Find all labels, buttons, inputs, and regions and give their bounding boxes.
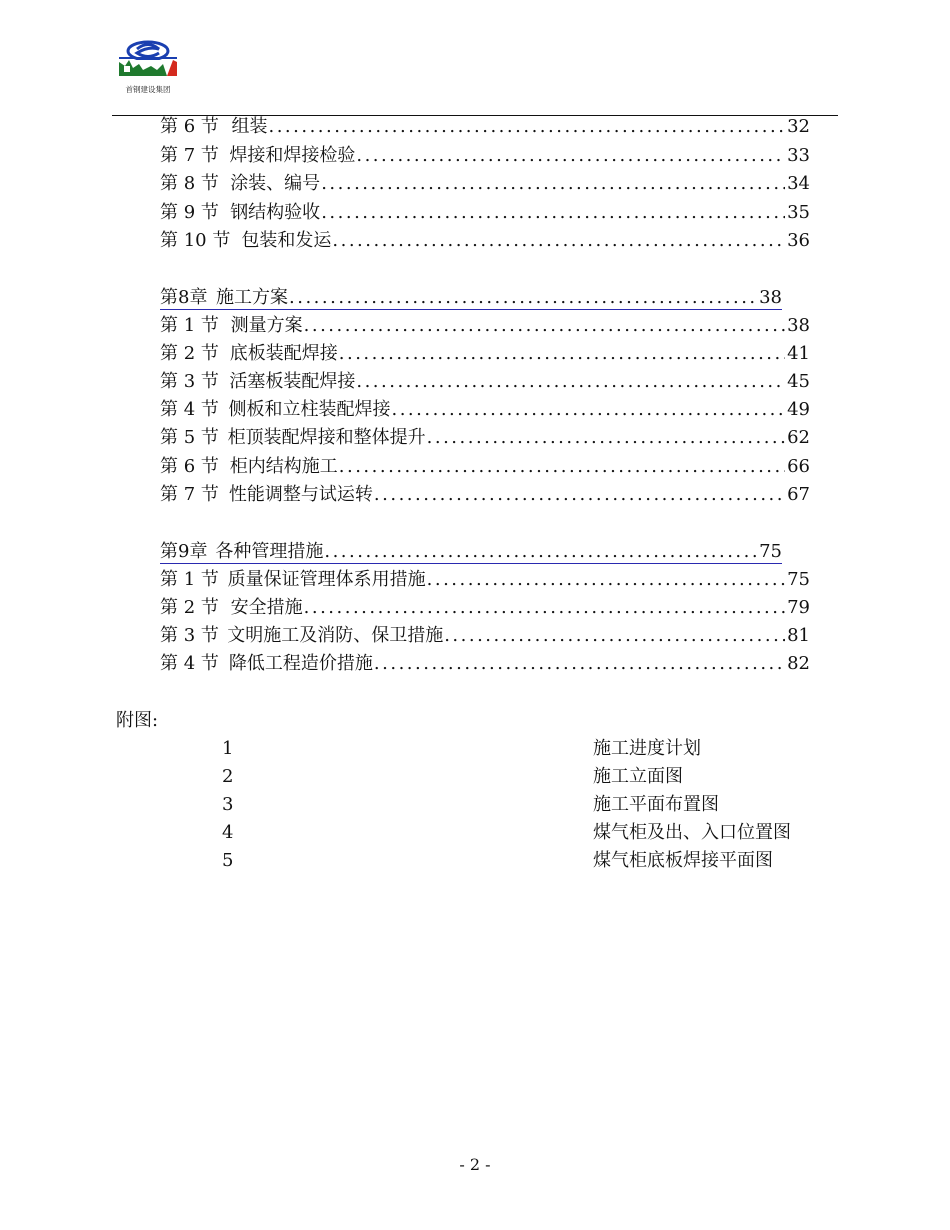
dot-leader: [356, 369, 785, 395]
toc-entry-page: 33: [787, 145, 810, 166]
toc-entry-title: 安全措施: [230, 597, 303, 618]
toc-entry[interactable]: [160, 114, 810, 140]
toc-entry-label: 第 5 节: [160, 427, 219, 448]
dot-leader: [332, 228, 785, 254]
toc-entry[interactable]: [160, 171, 810, 197]
toc-entry[interactable]: [160, 482, 810, 508]
toc-entry-page: 38: [787, 315, 810, 336]
toc-entry-title: 活塞板装配焊接: [229, 371, 356, 392]
toc-entry-page: 35: [787, 202, 810, 223]
dot-leader: [391, 397, 785, 423]
appendix-item-name: 施工立面图: [593, 766, 683, 787]
toc-chapter-title: 施工方案: [216, 287, 288, 308]
toc-entry-label: 第 10 节: [160, 230, 231, 251]
appendix-item-name: 施工平面布置图: [593, 794, 719, 815]
dot-leader: [324, 539, 757, 565]
appendix-item-number: 4: [222, 822, 234, 843]
appendix-item-name: 煤气柜及出、入口位置图: [593, 822, 791, 843]
toc-entry[interactable]: [160, 313, 810, 339]
toc-entry-label: 第 2 节: [160, 597, 219, 618]
appendix-item-number: 2: [222, 766, 234, 787]
dot-leader: [304, 595, 785, 621]
toc-entry-label: 第 3 节: [160, 625, 219, 646]
toc-entry-page: 67: [787, 484, 810, 505]
dot-leader: [339, 454, 785, 480]
toc-entry-title: 降低工程造价措施: [228, 653, 373, 674]
toc-entry[interactable]: [160, 200, 810, 226]
page-number: - 2 -: [459, 1155, 491, 1174]
toc-entry-label: 第 6 节: [160, 456, 219, 477]
toc-entry-label: 第 7 节: [160, 145, 219, 166]
toc-entry-page: 36: [787, 230, 810, 251]
toc-entry-label: 第 4 节: [160, 399, 219, 420]
appendix-item-name: 煤气柜底板焊接平面图: [593, 850, 773, 871]
toc-chapter-label: 第9章: [160, 541, 208, 562]
toc-entry[interactable]: [160, 143, 810, 169]
appendix-item-number: 3: [222, 794, 234, 815]
toc-entry-page: 32: [787, 116, 810, 137]
toc-entry[interactable]: [160, 454, 810, 480]
toc-chapter-label: 第8章: [160, 287, 208, 308]
toc-entry[interactable]: [160, 595, 810, 621]
toc-entry-title: 包装和发运: [241, 230, 332, 251]
dot-leader: [444, 623, 785, 649]
toc-entry-title: 组装: [231, 116, 268, 137]
dot-leader: [304, 313, 785, 339]
toc-entry-title: 钢结构验收: [230, 202, 321, 223]
toc-entry-title: 质量保证管理体系用措施: [227, 569, 426, 590]
toc-entry[interactable]: [160, 341, 810, 367]
toc-entry-label: 第 4 节: [160, 653, 219, 674]
toc-entry-page: 66: [787, 456, 810, 477]
toc-entry-page: 82: [787, 653, 810, 674]
toc-entry-title: 柜顶装配焊接和整体提升: [227, 427, 426, 448]
dot-leader: [268, 114, 785, 140]
dot-leader: [339, 341, 785, 367]
toc-entry-page: 62: [787, 427, 810, 448]
toc-entry[interactable]: [160, 228, 810, 254]
toc-entry[interactable]: [160, 623, 810, 649]
toc-entry-page: 41: [787, 343, 810, 364]
toc-entry-page: 75: [787, 569, 810, 590]
appendix-item-number: 1: [222, 738, 234, 759]
appendix-title: 附图:: [116, 710, 159, 731]
toc-entry-label: 第 8 节: [160, 173, 219, 194]
toc-chapter-page: 38: [759, 287, 782, 308]
toc-entry-label: 第 9 节: [160, 202, 219, 223]
toc-entry[interactable]: [160, 567, 810, 593]
dot-leader: [374, 482, 785, 508]
toc-entry-label: 第 1 节: [160, 569, 219, 590]
toc-entry-title: 柜内结构施工: [229, 456, 338, 477]
toc-entry-page: 79: [787, 597, 810, 618]
toc-entry[interactable]: [160, 651, 810, 677]
dot-leader: [289, 285, 757, 311]
company-caption: 首钢建设集团: [125, 85, 171, 94]
appendix-item-name: 施工进度计划: [593, 738, 701, 759]
toc-entry-title: 侧板和立柱装配焊接: [228, 399, 391, 420]
toc-entry-label: 第 3 节: [160, 371, 219, 392]
toc-entry-page: 81: [787, 625, 810, 646]
toc-entry-label: 第 2 节: [160, 343, 219, 364]
dot-leader: [321, 200, 785, 226]
dot-leader: [374, 651, 785, 677]
toc-entry-title: 测量方案: [230, 315, 303, 336]
dot-leader: [427, 425, 785, 451]
toc-chapter-title: 各种管理措施: [215, 541, 324, 562]
toc-entry[interactable]: [160, 397, 810, 423]
toc-entry-label: 第 6 节: [160, 116, 219, 137]
dot-leader: [321, 171, 785, 197]
toc-entry-title: 涂装、编号: [230, 173, 321, 194]
toc-entry-label: 第 1 节: [160, 315, 219, 336]
appendix-item-number: 5: [222, 850, 234, 871]
dot-leader: [427, 567, 785, 593]
toc-entry-title: 焊接和焊接检验: [229, 145, 356, 166]
toc-chapter-8[interactable]: [160, 285, 782, 310]
toc-entry-title: 文明施工及消防、保卫措施: [227, 625, 444, 646]
toc-chapter-9[interactable]: [160, 539, 782, 564]
toc-entry-label: 第 7 节: [160, 484, 219, 505]
toc-entry-title: 性能调整与试运转: [228, 484, 373, 505]
toc-entry-page: 34: [787, 173, 810, 194]
toc-chapter-page: 75: [759, 541, 782, 562]
toc-entry-page: 45: [787, 371, 810, 392]
toc-entry[interactable]: [160, 369, 810, 395]
toc-entry-page: 49: [787, 399, 810, 420]
toc-entry-title: 底板装配焊接: [229, 343, 338, 364]
toc-entry[interactable]: [160, 425, 810, 451]
dot-leader: [356, 143, 785, 169]
